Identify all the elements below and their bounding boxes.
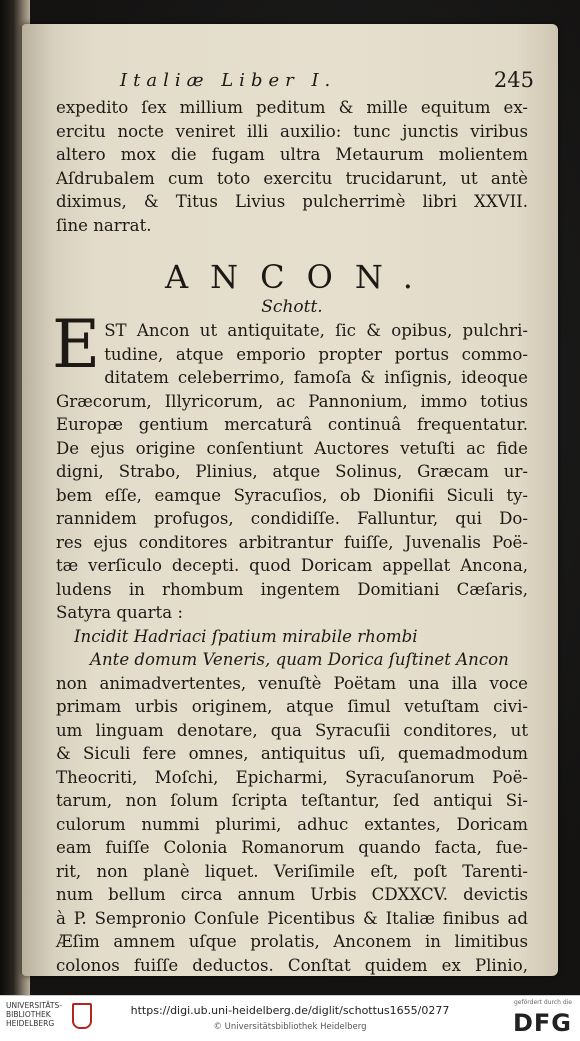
text-line: Theocriti, Moſchi, Epicharmi, Syracuſanorum Poë- [56,767,528,787]
verse-line: Ante domum Veneris, quam Dorica ſuſtinet Ancon [90,650,509,669]
text-line: diximus, & Titus Livius pulcherrimè libri XXVII. [56,192,528,211]
text-line: tæ verſiculo decepti. quod Doricam appellat Ancona, [56,556,528,575]
drop-cap: E [52,306,101,383]
text-line: eam fuiſſe Colonia Romanorum quando facta, fue- [56,838,528,857]
running-head [56,68,534,96]
page-number: 245 [493,68,534,92]
text-line: num bellum circa annum Urbis CDXXCV. devictis [56,885,528,904]
text-line: & Siculi fere omnes, antiquitus uſi, quemadmodum [56,744,528,763]
page-text [52,68,534,976]
text-line: Satyra quarta : [56,603,183,622]
section-heading: ANCON. [165,258,435,296]
text-line: Æſim amnem uſque prolatis, Anconem in limitibus [56,932,528,951]
verse-quote [56,625,528,672]
dfg-mark: DFG [512,1009,572,1037]
text-line: um linguam denotare, qua Syracuſii conditores, ut [56,720,528,740]
text-line: res ejus conditores arbitrantur fuiſſe, Juvenalis Poë- [56,532,528,552]
permalink-url[interactable]: https://digi.ub.uni-heidelberg.de/diglit/schottus1655/0277 [130,1004,450,1017]
text-line: Europæ gentium mercaturâ continuâ frequentatur. [56,415,528,434]
body-paragraph-2 [56,672,528,977]
text-line: Aſdrubalem cum toto exercitu trucidarunt, ut antè [56,168,528,188]
verse-line: Incidit Hadriaci ſpatium mirabile rhombi [74,626,418,646]
copyright-notice: © Universitätsbibliothek Heidelberg [213,1022,367,1032]
text-line: tudine, atque emporio propter portus commo- [104,344,528,364]
viewer-footer-bar [0,995,580,1041]
text-line: ſine narrat. [56,215,152,235]
running-head-title: Italiæ Liber I. [120,70,337,91]
text-line: Græcorum, Illyricorum, ac Pannonium, immo totius [56,391,528,411]
text-line: expedito ſex millium peditum & mille equitum ex- [56,98,528,117]
text-line: ercitu nocte veniret illi auxilio: tunc junctis viribus [56,121,528,141]
dfg-logo[interactable] [502,999,572,1037]
book-page [22,24,558,976]
text-line: culorum nummi plurimi, adhuc extantes, Doricam [56,814,528,834]
text-line: primam urbis originem, atque ſimul vetuſtam civi- [56,697,528,716]
text-line: digni, Strabo, Plinius, atque Solinus, Græcam ur- [56,462,528,481]
text-line: ST Ancon ut antiquitate, ſic & opibus, pulchri- [104,321,528,340]
text-line: tarum, non ſolum ſcripta teſtantur, ſed antiqui Si- [56,791,528,810]
funded-by-label: gefördert durch die [514,999,572,1006]
section-subheading: Schott. [261,297,323,317]
text-line: De ejus origine conſentiunt Auctores vetuſti ac fide [56,438,528,458]
library-name: UNIVERSITÄTS- BIBLIOTHEK HEIDELBERG [6,1001,62,1028]
text-line: ditatem celeberrimo, famoſa & inſignis, ideoque [104,368,528,387]
text-line: altero mox die fugam ultra Metaurum molientem [56,145,528,164]
text-line: à P. Sempronio Conſule Picentibus & Italiæ finibus ad [56,908,528,928]
text-line: non animadvertentes, venuſtè Poëtam una illa voce [56,673,528,693]
text-line: rit, non planè liquet. Veriſimile eſt, poſt Tarenti- [56,861,528,881]
text-line: bem eſſe, eamque Syracuſios, ob Dionifii Siculi ty- [56,485,528,505]
intro-paragraph [56,96,528,237]
text-line: ludens in rhombum ingentem Domitiani Cæſaris, [56,579,528,599]
text-line: rannidem profugos, condidiſſe. Falluntur, qui Do- [56,509,528,528]
text-line: colonos fuiſſe deductos. Conſtat quidem ex Plinio, [56,955,528,975]
